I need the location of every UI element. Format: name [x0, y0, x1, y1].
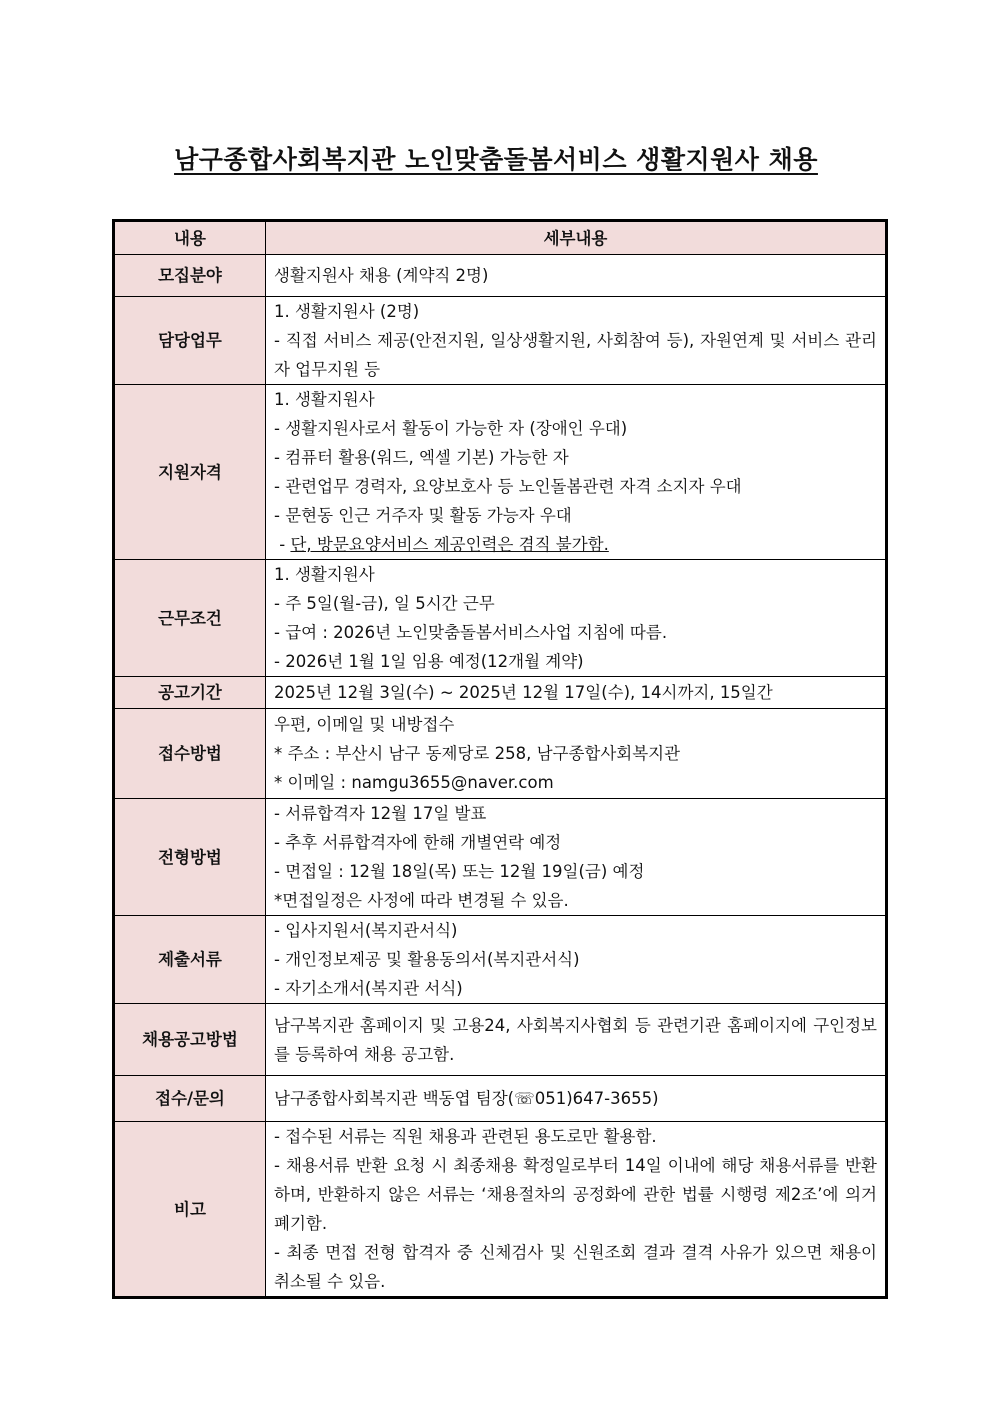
- content-line: 1. 생활지원사: [274, 390, 375, 409]
- table-row: [114, 1076, 887, 1122]
- table-row: [114, 677, 887, 709]
- row-content: [266, 297, 887, 385]
- header-detail: 세부내용: [266, 221, 887, 255]
- row-content: [266, 709, 887, 799]
- row-content: [266, 385, 887, 560]
- row-content: [266, 1076, 887, 1122]
- table-row: [114, 297, 887, 385]
- row-content: [266, 255, 887, 297]
- table-row: [114, 385, 887, 560]
- contact-line: 남구종합사회복지관 백동엽 팀장(☏051)647-3655): [274, 1089, 659, 1108]
- row-label: 지원자격: [114, 385, 266, 560]
- content-line: - 채용서류 반환 요청 시 최종채용 확정일로부터 14일 이내에 해당 채용서류를 반환하며, 반환하지 않은 서류는 ‘채용절차의 공정화에 관한 법률 시행령 제2조’에 의거 폐기함.: [274, 1156, 877, 1233]
- content-line: - 접수된 서류는 직원 채용과 관련된 용도로만 활용함.: [274, 1127, 657, 1146]
- row-content: [266, 560, 887, 677]
- content-line: - 면접일 : 12월 18일(목) 또는 12월 19일(금) 예정: [274, 862, 645, 881]
- row-label: 근무조건: [114, 560, 266, 677]
- email-line: * 이메일 : namgu3655@naver.com: [274, 773, 554, 792]
- content-line: - 최종 면접 전형 합격자 중 신체검사 및 신원조회 결과 결격 사유가 있으면 채용이 취소될 수 있음.: [274, 1243, 877, 1291]
- content-line: - 주 5일(월-금), 일 5시간 근무: [274, 594, 495, 613]
- table-row: [114, 255, 887, 297]
- content-line: - 입사지원서(복지관서식): [274, 921, 458, 940]
- row-label: 전형방법: [114, 799, 266, 916]
- content-line: - 직접 서비스 제공(안전지원, 일상생활지원, 사회참여 등), 자원연계 및 서비스 관리자 업무지원 등: [274, 331, 877, 379]
- content-line: - 개인정보제공 및 활용동의서(복지관서식): [274, 950, 580, 969]
- content-line: 우편, 이메일 및 내방접수: [274, 715, 455, 734]
- table-row: [114, 560, 887, 677]
- content-line: - 서류합격자 12월 17일 발표: [274, 804, 487, 823]
- row-label: 공고기간: [114, 677, 266, 709]
- content-line: - 관련업무 경력자, 요양보호사 등 노인돌봄관련 자격 소지자 우대: [274, 477, 742, 496]
- table-row: [114, 799, 887, 916]
- content-line: 남구복지관 홈페이지 및 고용24, 사회복지사협회 등 관련기관 홈페이지에 구인정보를 등록하여 채용 공고함.: [274, 1015, 877, 1064]
- content-line: 1. 생활지원사: [274, 565, 375, 584]
- content-line: [274, 530, 877, 559]
- row-label: 비고: [114, 1122, 266, 1298]
- row-label: 담당업무: [114, 297, 266, 385]
- table-row: [114, 916, 887, 1004]
- underlined-note: 단, 방문요양서비스 제공인력은 겸직 불가함.: [290, 535, 609, 554]
- content-line: * 주소 : 부산시 남구 동제당로 258, 남구종합사회복지관: [274, 744, 681, 763]
- row-label: 채용공고방법: [114, 1004, 266, 1076]
- content-line: *면접일정은 사정에 따라 변경될 수 있음.: [274, 891, 569, 910]
- table-row: [114, 1004, 887, 1076]
- content-line: 1. 생활지원사 (2명): [274, 302, 420, 321]
- content-line: - 자기소개서(복지관 서식): [274, 979, 463, 998]
- row-content: [266, 1122, 887, 1298]
- row-content: [266, 1004, 887, 1076]
- row-label: 모집분야: [114, 255, 266, 297]
- row-content: [266, 916, 887, 1004]
- row-label: 접수방법: [114, 709, 266, 799]
- row-label: 제출서류: [114, 916, 266, 1004]
- page-title: 남구종합사회복지관 노인맞춤돌봄서비스 생활지원사 채용: [174, 145, 818, 174]
- content-line: - 컴퓨터 활용(워드, 엑셀 기본) 가능한 자: [274, 448, 569, 467]
- header-label: 내용: [114, 221, 266, 255]
- content-line: 2025년 12월 3일(수) ~ 2025년 12월 17일(수), 14시까지, 15일간: [274, 683, 773, 702]
- row-content: [266, 799, 887, 916]
- content-line: 생활지원사 채용 (계약직 2명): [274, 266, 489, 285]
- table-header-row: [114, 221, 887, 255]
- recruitment-table: [112, 219, 888, 1299]
- content-line: - 추후 서류합격자에 한해 개별연락 예정: [274, 833, 562, 852]
- content-line: - 2026년 1월 1일 임용 예정(12개월 계약): [274, 652, 584, 671]
- dash-prefix: -: [274, 535, 291, 554]
- row-content: [266, 677, 887, 709]
- table-row: [114, 1122, 887, 1298]
- table-row: [114, 709, 887, 799]
- row-label: 접수/문의: [114, 1076, 266, 1122]
- content-line: - 생활지원사로서 활동이 가능한 자 (장애인 우대): [274, 419, 628, 438]
- content-line: - 문현동 인근 거주자 및 활동 가능자 우대: [274, 506, 572, 525]
- content-line: - 급여 : 2026년 노인맞춤돌봄서비스사업 지침에 따름.: [274, 623, 668, 642]
